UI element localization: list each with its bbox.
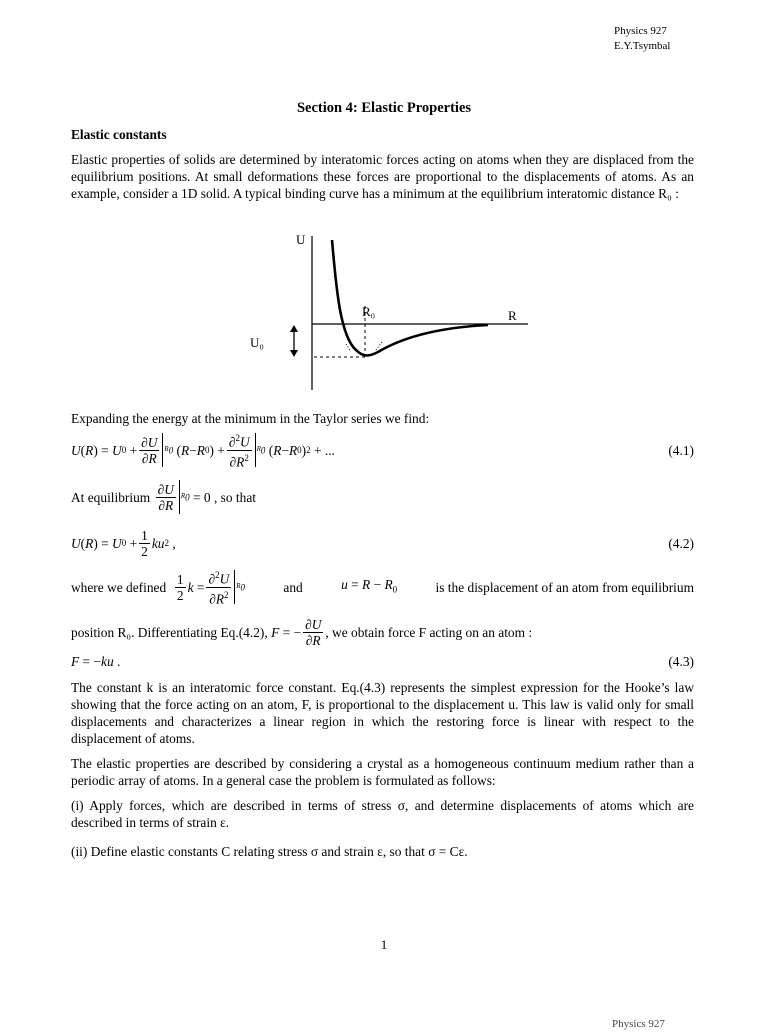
defined-and: and	[283, 579, 303, 595]
running-header	[614, 24, 670, 54]
u0-arrow-down	[290, 350, 298, 357]
page-number: 1	[380, 937, 388, 952]
potential-curve	[332, 240, 488, 356]
intro-paragraph: Elastic properties of solids are determined by interatomic forces acting on atoms when they are displaced from the equilibrium positions. At small deformations these forces are proportional to the displacements of atoms. As an example, consider a 1D solid. A typical binding curve has a minimum at the equilibrium interatomic distance R₀ :	[71, 152, 694, 201]
subsection-heading: Elastic constants	[71, 127, 167, 142]
equilibrium-prefix: At equilibrium	[71, 489, 151, 505]
defined-prefix: where we defined	[71, 579, 167, 595]
definition-line: where we defined $\frac{1}{2}$ k = $\frac{\partial^2U}{\partial R^2}$ $R_0$ and $u = R - R_0$ is the displacement of an atom from equilibrium	[71, 570, 694, 606]
hooke-paragraph: The constant k is an interatomic force constant. Eq.(4.3) represents the simplest expression for the Hooke’s law showing that the force acting on an atom, F, is proportional to the displacement u. This law is valid only for small displacements and characterizes a linear region in which the restoring force is linear with respect to the displacement of atoms.	[71, 680, 694, 746]
equation-4-3: F = −ku .	[71, 654, 121, 669]
equation-number-4-3: (4.3)	[668, 654, 694, 669]
author-label: E.Y.Tsymbal	[614, 40, 671, 52]
list-item-2: (ii) Define elastic constants C relating stress σ and strain ε, so that σ = Cε.	[71, 844, 468, 859]
equation-4-2: U ( R ) = U 0 + $\frac{1}{2}$ ku 2 ,	[71, 527, 176, 559]
course-label: Physics 927	[614, 25, 667, 37]
position-text: position R₀. Differentiating Eq.(4.2),	[71, 624, 268, 640]
r-axis-label: R	[508, 308, 517, 323]
equilibrium-suffix: = 0 , so that	[193, 489, 257, 505]
u0-label: U₀	[250, 335, 264, 350]
u-axis-label: U	[296, 232, 306, 247]
list-item-1: (i) Apply forces, which are described in terms of stress σ, and determine displacements of atoms which are described in terms of strain ε.	[71, 798, 694, 830]
binding-curve-figure	[240, 226, 540, 396]
force-suffix: , we obtain force F acting on an atom :	[325, 624, 533, 640]
continuum-paragraph: The elastic properties are described by considering a crystal as a homogeneous continuum medium rather than a periodic array of atoms. In a general case the problem is formulated as follows:	[71, 756, 694, 788]
defined-suffix: is the displacement of an atom from equilibrium	[435, 579, 694, 595]
next-page-header-fragment: Physics 927	[612, 1018, 665, 1030]
equilibrium-condition: At equilibrium $\frac{\partial U}{\partial R}$ $R_0$ = 0 , so that	[71, 481, 257, 513]
r0-label: R₀	[362, 304, 376, 319]
equation-4-1: U ( R ) = U 0 + $\frac{\partial U}{\partial R}$ $R_0$ ( R − R 0 ) + $\frac{\partial^2U}{\partial R^2}$ $R_0$ ( R − R 0 ) 2 + ...	[71, 433, 335, 469]
section-title: Section 4: Elastic Properties	[296, 100, 472, 116]
differentiation-line: position R₀. Differentiating Eq.(4.2), F = − $\frac{\partial U}{\partial R}$ , we obtain force F acting on an atom :	[71, 616, 533, 648]
taylor-intro: Expanding the energy at the minimum in the Taylor series we find:	[71, 411, 430, 426]
u0-arrow-up	[290, 325, 298, 332]
tangent-mark-left	[346, 344, 350, 350]
equation-number-4-1: (4.1)	[668, 443, 694, 458]
equation-number-4-2: (4.2)	[668, 536, 694, 551]
